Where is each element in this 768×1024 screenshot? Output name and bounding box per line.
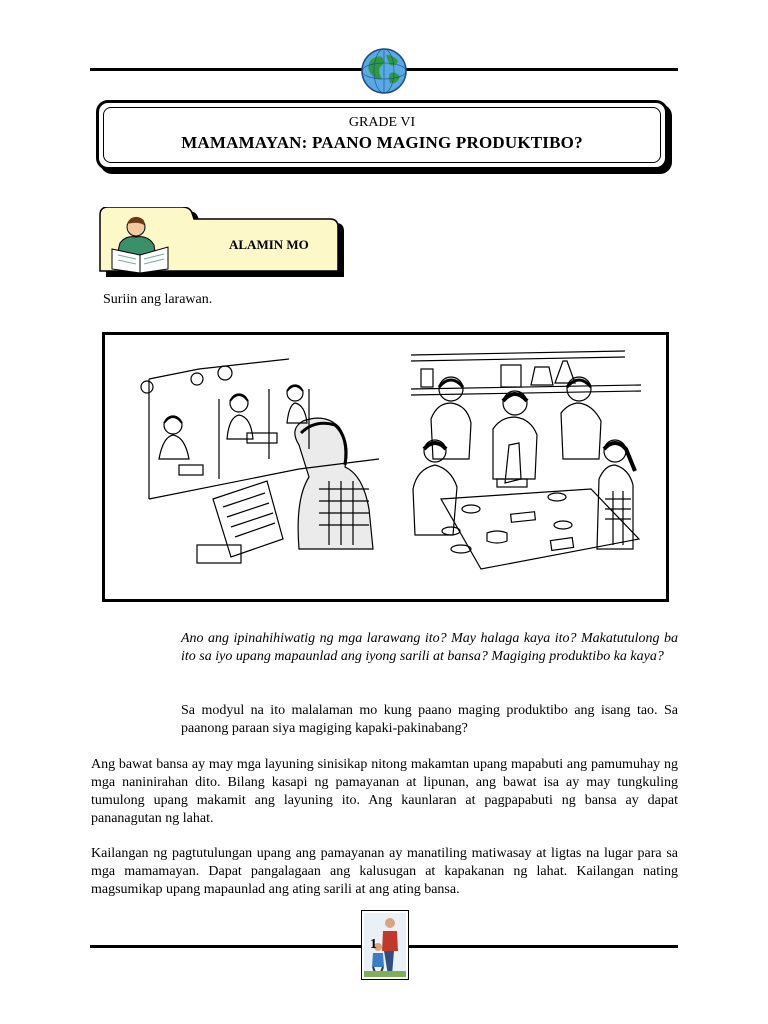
title-box bbox=[96, 100, 668, 170]
questions-text: Ano ang ipinahihiwatig ng mga larawang ito? May halaga kaya ito? Makatutulong ba ito sa iyo upang mapaunlad ang iyong sarili at bansa? Magiging produktibo ka kaya? bbox=[181, 631, 678, 664]
intro-text: Sa modyul na ito malalaman mo kung paano maging produktibo ang isang tao. Sa paanong paraan siya magiging kapaki-pakinabang? bbox=[181, 703, 678, 736]
body-paragraph-1: Ang bawat bansa ay may mga layuning sinisikap nitong makamtan upang mapabuti ang pamumuhay ng mga naninirahan dito. Bilang kasapi ng pamayanan at lipunan, ang bawat isa ay may tungkuling tumulong upang makamit ang layuning ito. Ang kaunlaran at pagpapabuti ng bansa ay dapat pananagutan ng lahat. bbox=[91, 757, 678, 826]
office-illustration bbox=[119, 349, 383, 585]
section-tab bbox=[98, 207, 344, 277]
globe-icon bbox=[360, 45, 408, 95]
reading-person-icon bbox=[106, 213, 178, 273]
laboratory-illustration bbox=[401, 349, 657, 585]
section-label: ALAMIN MO bbox=[229, 237, 309, 252]
illustration-frame bbox=[102, 332, 669, 602]
grade-label: GRADE VI bbox=[348, 115, 416, 130]
page-title: MAMAMAYAN: PAANO MAGING PRODUKTIBO? bbox=[181, 133, 583, 152]
page-number: 1 bbox=[370, 937, 377, 952]
instruction-text: Suriin ang larawan. bbox=[103, 292, 213, 307]
body-paragraph-2: Kailangan ng pagtutulungan upang ang pamayanan ay manatiling matiwasay at ligtas na lugar para sa mga mamamayan. Dapat pangalagaan ang kalusugan at kapakanan ng lahat. Kailangan nating magsumikap upang mapaunlad ang ating sarili at ang ating bansa. bbox=[91, 846, 678, 897]
page-number-badge bbox=[361, 910, 409, 980]
